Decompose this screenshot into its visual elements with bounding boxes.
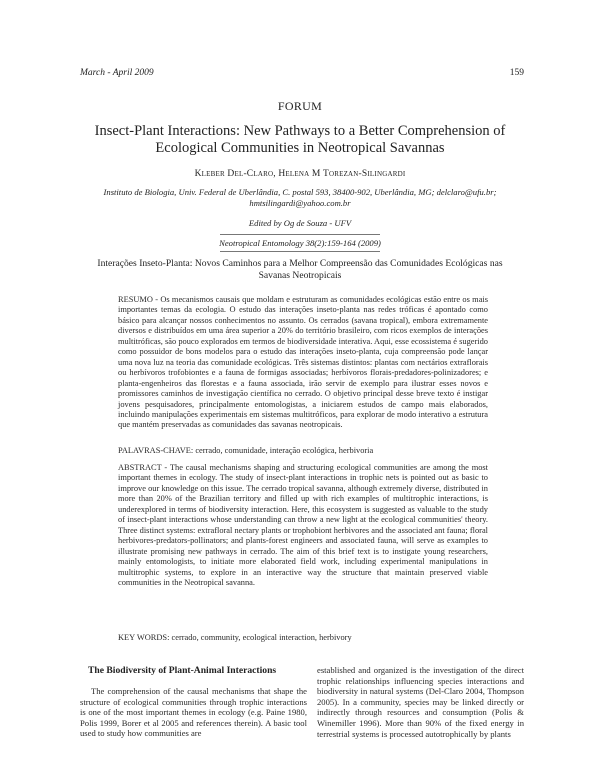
keywords-label: KEY WORDS: — [118, 633, 170, 642]
authors: Kleber Del-Claro, Helena M Torezan-Silingardi — [194, 169, 406, 179]
palavras-chave-label: PALAVRAS-CHAVE: — [118, 446, 194, 455]
editor-line: Edited by Og de Souza - UFV — [248, 218, 352, 228]
keywords-block — [118, 633, 488, 643]
article-title: Insect-Plant Interactions: New Pathways to a Better Comprehension of Ecological Communities in Neotropical Savannas — [94, 123, 506, 156]
keywords-text: cerrado, community, ecological interaction, herbivory — [171, 633, 352, 642]
resumo-text: Os mecanismos causais que moldam e estruturam as comunidades ecológicas estão entre os mais importantes temas da ecologia. O estudo das interações inseto-planta nas redes tróficas é apontado como básico para alcançar nossos conhecimentos no assunto. Os cerrados (savana tropical), embora extremamente diversos e distribuídos em uma área superior a 20% do território brasileiro, com ricos exemplos de interações multitróficas, são pouco explorados em termos de biodiversidade interativa. Aqui, esse ecossistema é sugerido como possuidor de bons modelos para o estudo das interações inseto-planta, cuja compreensão pode lançar uma nova luz na teoria das comunidade ecológicas. Três sistemas distintos: plantas com nectários extraflorais ou herbívoros trofobiontes e a fauna de formigas associadas; herbívoros florais-predadores-polinizadores; e planta-engenheiros das florestas e a fauna associada, irão servir de exemplo para ilustrar esses novos e promissores caminhos de investigação científica no cerrado. O objetivo principal desse breve texto é instigar jovens pesquisadores, principalmente entomologistas, a iniciarem estudos de campo mais elaborados, incluindo manipulações experimentais em sistemas multitróficos, para explorar de modo interativo a estrutura que mantém preservadas as comunidades das savanas neotropicais. — [118, 295, 488, 430]
divider — [220, 234, 380, 235]
running-header-date: March - April 2009 — [80, 68, 154, 78]
abstract-label: ABSTRACT - — [118, 463, 168, 472]
palavras-chave-text: cerrado, comunidade, interação ecológica, herbivoria — [195, 446, 374, 455]
palavras-chave-block — [118, 446, 488, 456]
abstract-block — [118, 463, 488, 588]
portuguese-title: Interações Inseto-Planta: Novos Caminhos para a Melhor Compreensão das Comunidades Ecológicas nas Savanas Neotropicais — [97, 258, 503, 281]
resumo-label: RESUMO - — [118, 295, 158, 304]
divider — [220, 251, 380, 252]
body-text-right-column: established and organized is the investigation of the direct trophic relationships influencing species interactions and biodiversity in natural systems (Del-Claro 2004, Thompson 2005). In a community, species may be linked directly or indirectly through resources and consumption (Polis & Winemiller 1996). More than 90% of the fixed energy in terrestrial systems is processed autotrophically by plants — [317, 665, 524, 739]
page-number: 159 — [509, 68, 524, 78]
affiliation: Instituto de Biologia, Univ. Federal de Uberlândia, C. postal 593, 38400-902, Uberlândia, MG; delclaro@ufu.br; hmtsilingardi@yahoo.com.br — [103, 187, 497, 208]
abstract-text: The causal mechanisms shaping and structuring ecological communities are among the most important themes in ecology. The study of insect-plant interactions in trophic nets is pointed out as basic to improve our knowledge on this issue. The cerrado tropical savanna, although extremely diverse, distributed in more than 20% of the Brazilian territory and filled up with rich examples of multitrophic interactions, is underexplored in terms of biodiversity interaction. Here, this ecosystem is suggested as valuable to the study of insect-plant interactions whose understanding can throw a new light at the ecological communities' theory. Three distinct systems: extrafloral nectary plants or trophobiont herbivores and the associated ant fauna; floral herbivores-predators-pollinators; and plants-forest engineers and associated fauna, will serve as examples to illustrate promising new pathways in cerrado. The aim of this brief text is to instigate young researchers, mainly entomologists, to initiate more elaborated field work, including experimental manipulations in multitrophic systems, to explore in an interactive way the structure that maintain preserved viable communities in the Neotropical savanna. — [118, 463, 488, 587]
section-label: FORUM — [277, 99, 323, 113]
body-text-left-column: The comprehension of the causal mechanisms that shape the structure of ecological communities through trophic interactions is one of the most important themes in ecology (e.g. Paine 1980, Polis 1999, Borer et al 2005 and references therein). A basic tool used to study how communities are — [80, 686, 307, 739]
resumo-block — [118, 295, 488, 431]
section-heading: The Biodiversity of Plant-Animal Interactions — [88, 665, 277, 676]
journal-reference: Neotropical Entomology 38(2):159-164 (2009) — [219, 238, 381, 248]
